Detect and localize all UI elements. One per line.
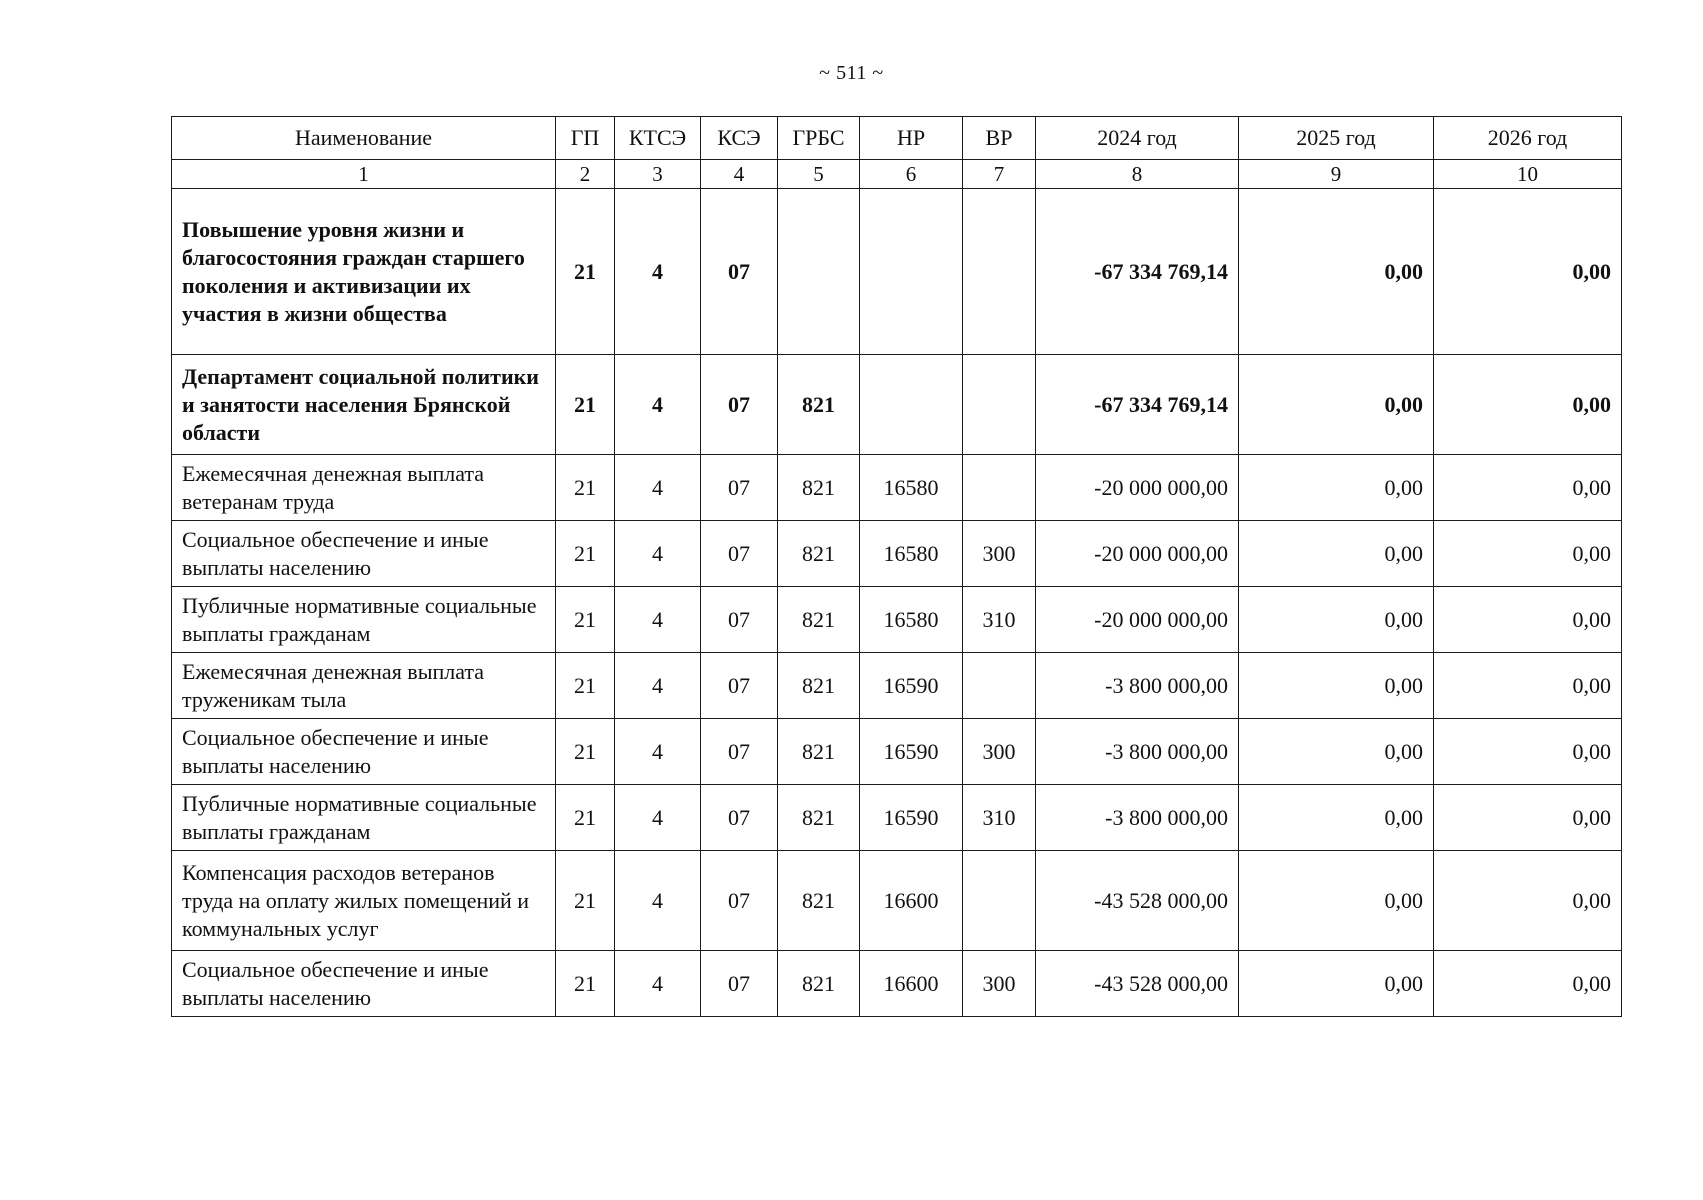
row-name: Ежемесячная денежная выплата труженикам тыла [172,653,556,719]
budget-table [171,116,1622,1017]
row-ktse: 4 [615,851,701,951]
table-row [172,587,1622,653]
column-number: 9 [1239,160,1434,189]
row-nr: 16590 [860,719,963,785]
row-vr [963,355,1036,455]
row-grbs: 821 [778,521,860,587]
header-gp: ГП [556,117,615,160]
row-amount-2024: -43 528 000,00 [1036,851,1239,951]
row-amount-2026: 0,00 [1434,653,1622,719]
row-vr [963,653,1036,719]
row-nr: 16590 [860,653,963,719]
row-gp: 21 [556,951,615,1017]
row-name: Повышение уровня жизни и благосостояния граждан старшего поколения и активизации их участия в жизни общества [172,189,556,355]
row-amount-2025: 0,00 [1239,455,1434,521]
column-number: 8 [1036,160,1239,189]
row-amount-2026: 0,00 [1434,455,1622,521]
row-vr: 310 [963,587,1036,653]
row-gp: 21 [556,455,615,521]
row-kse: 07 [701,719,778,785]
table-row [172,785,1622,851]
row-kse: 07 [701,355,778,455]
row-grbs: 821 [778,719,860,785]
column-number: 10 [1434,160,1622,189]
row-amount-2025: 0,00 [1239,587,1434,653]
row-grbs: 821 [778,653,860,719]
row-gp: 21 [556,355,615,455]
header-vr: ВР [963,117,1036,160]
row-name: Компенсация расходов ветеранов труда на оплату жилых помещений и коммунальных услуг [172,851,556,951]
row-gp: 21 [556,587,615,653]
row-amount-2024: -20 000 000,00 [1036,587,1239,653]
header-grbs: ГРБС [778,117,860,160]
row-vr: 300 [963,521,1036,587]
row-grbs: 821 [778,587,860,653]
row-grbs: 821 [778,785,860,851]
row-amount-2025: 0,00 [1239,521,1434,587]
row-grbs: 821 [778,851,860,951]
row-name: Социальное обеспечение и иные выплаты населению [172,951,556,1017]
column-number: 2 [556,160,615,189]
header-ktse: КТСЭ [615,117,701,160]
row-kse: 07 [701,951,778,1017]
row-name: Социальное обеспечение и иные выплаты населению [172,719,556,785]
row-vr [963,455,1036,521]
table-row [172,851,1622,951]
row-amount-2025: 0,00 [1239,785,1434,851]
row-ktse: 4 [615,587,701,653]
header-row [172,117,1622,160]
column-number: 4 [701,160,778,189]
header-year-2025: 2025 год [1239,117,1434,160]
row-vr: 310 [963,785,1036,851]
row-kse: 07 [701,851,778,951]
row-ktse: 4 [615,189,701,355]
column-number-row [172,160,1622,189]
row-name: Ежемесячная денежная выплата ветеранам труда [172,455,556,521]
row-kse: 07 [701,189,778,355]
row-amount-2024: -20 000 000,00 [1036,521,1239,587]
row-name: Департамент социальной политики и занятости населения Брянской области [172,355,556,455]
row-amount-2024: -43 528 000,00 [1036,951,1239,1017]
row-nr: 16600 [860,851,963,951]
row-ktse: 4 [615,785,701,851]
row-gp: 21 [556,851,615,951]
header-kse: КСЭ [701,117,778,160]
row-amount-2026: 0,00 [1434,521,1622,587]
column-number: 3 [615,160,701,189]
row-nr: 16580 [860,455,963,521]
row-gp: 21 [556,719,615,785]
row-name: Социальное обеспечение и иные выплаты населению [172,521,556,587]
row-nr: 16600 [860,951,963,1017]
row-grbs: 821 [778,355,860,455]
row-amount-2026: 0,00 [1434,719,1622,785]
row-amount-2025: 0,00 [1239,719,1434,785]
row-kse: 07 [701,521,778,587]
row-vr [963,189,1036,355]
header-nr: НР [860,117,963,160]
row-kse: 07 [701,587,778,653]
table-row [172,355,1622,455]
row-kse: 07 [701,653,778,719]
table-row [172,455,1622,521]
row-ktse: 4 [615,521,701,587]
row-nr: 16590 [860,785,963,851]
row-gp: 21 [556,521,615,587]
row-grbs: 821 [778,455,860,521]
row-amount-2026: 0,00 [1434,587,1622,653]
row-vr: 300 [963,719,1036,785]
row-amount-2025: 0,00 [1239,951,1434,1017]
row-amount-2026: 0,00 [1434,951,1622,1017]
row-gp: 21 [556,785,615,851]
row-name: Публичные нормативные социальные выплаты гражданам [172,587,556,653]
row-nr [860,189,963,355]
row-amount-2024: -67 334 769,14 [1036,189,1239,355]
row-gp: 21 [556,653,615,719]
row-amount-2024: -3 800 000,00 [1036,719,1239,785]
row-amount-2024: -20 000 000,00 [1036,455,1239,521]
row-ktse: 4 [615,355,701,455]
row-ktse: 4 [615,719,701,785]
row-amount-2026: 0,00 [1434,355,1622,455]
row-amount-2026: 0,00 [1434,785,1622,851]
row-grbs: 821 [778,951,860,1017]
row-grbs [778,189,860,355]
row-nr: 16580 [860,521,963,587]
row-amount-2025: 0,00 [1239,653,1434,719]
row-name: Публичные нормативные социальные выплаты гражданам [172,785,556,851]
row-amount-2024: -3 800 000,00 [1036,653,1239,719]
row-nr [860,355,963,455]
row-vr [963,851,1036,951]
table-row [172,719,1622,785]
row-amount-2025: 0,00 [1239,189,1434,355]
row-amount-2026: 0,00 [1434,851,1622,951]
table-row [172,189,1622,355]
row-amount-2024: -3 800 000,00 [1036,785,1239,851]
row-ktse: 4 [615,455,701,521]
row-gp: 21 [556,189,615,355]
column-number: 7 [963,160,1036,189]
column-number: 6 [860,160,963,189]
header-year-2026: 2026 год [1434,117,1622,160]
table-row [172,951,1622,1017]
row-ktse: 4 [615,653,701,719]
header-year-2024: 2024 год [1036,117,1239,160]
column-number: 5 [778,160,860,189]
row-amount-2025: 0,00 [1239,355,1434,455]
row-kse: 07 [701,785,778,851]
row-amount-2025: 0,00 [1239,851,1434,951]
table-row [172,521,1622,587]
row-ktse: 4 [615,951,701,1017]
row-amount-2026: 0,00 [1434,189,1622,355]
row-vr: 300 [963,951,1036,1017]
row-kse: 07 [701,455,778,521]
column-number: 1 [172,160,556,189]
table-row [172,653,1622,719]
row-nr: 16580 [860,587,963,653]
header-name: Наименование [172,117,556,160]
row-amount-2024: -67 334 769,14 [1036,355,1239,455]
page-number: ~ 511 ~ [819,62,884,84]
